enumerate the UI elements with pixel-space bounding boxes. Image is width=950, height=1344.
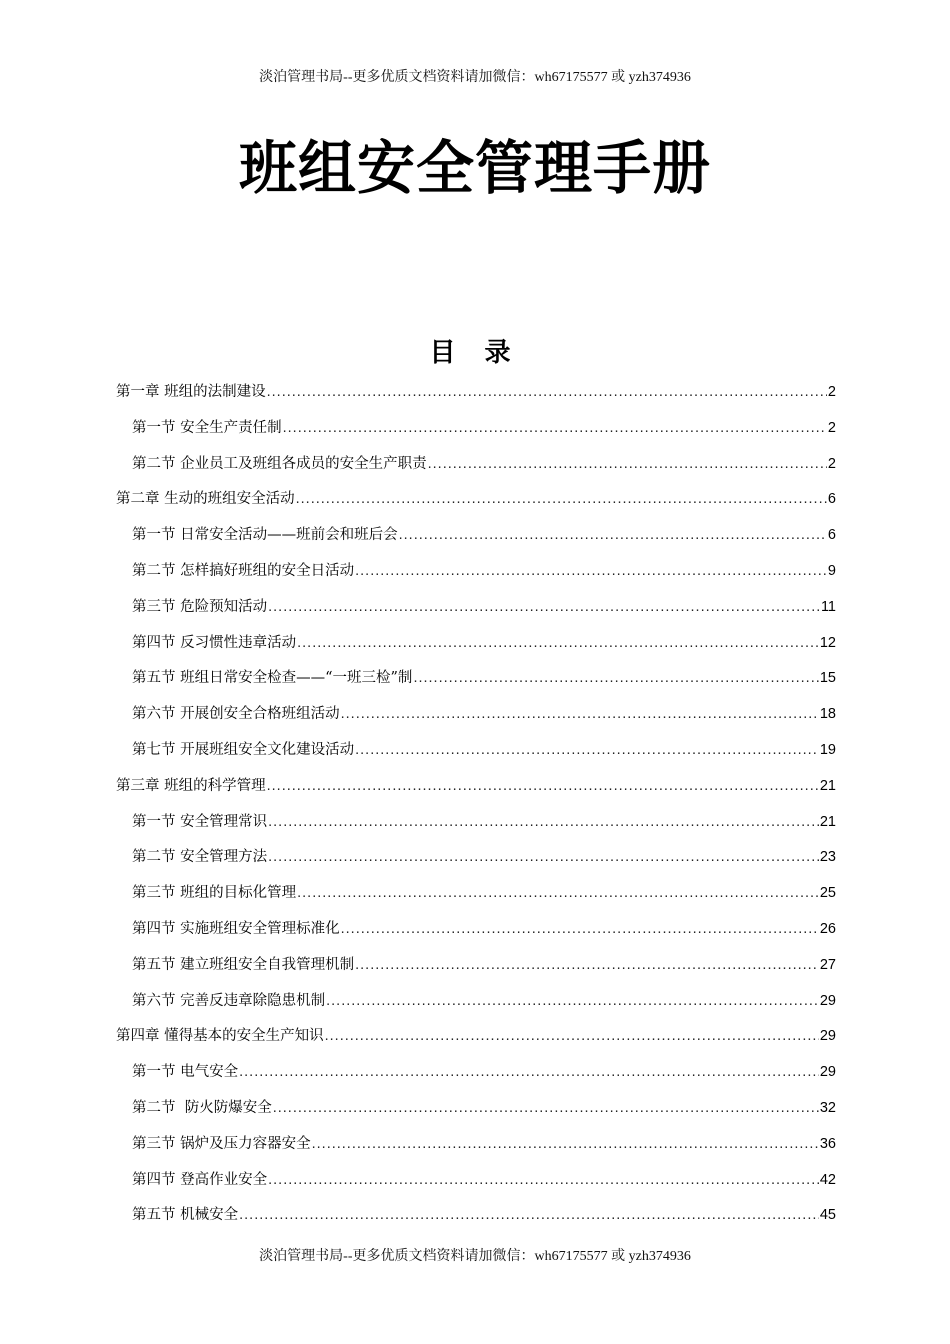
toc-entry-page-number: 27 [819,956,836,973]
toc-section-entry[interactable] [116,595,836,631]
toc-entry-page-number: 2 [827,419,836,436]
toc-section-entry[interactable] [116,917,836,953]
toc-entry-page-number: 2 [827,384,836,400]
toc-entry-label: 第五节 机械安全 [132,1207,239,1224]
toc-leader-dots [268,1172,819,1188]
toc-leader-dots [273,1100,819,1116]
toc-section-entry[interactable] [116,881,836,917]
toc-section-entry[interactable] [116,989,836,1025]
toc-entry-page-number: 25 [819,885,836,902]
toc-leader-dots [355,957,819,973]
toc-entry-page-number: 11 [820,598,836,615]
toc-entry-label: 第五节 建立班组安全自我管理机制 [132,956,355,973]
toc-entry-page-number: 29 [819,1028,836,1045]
toc-section-entry[interactable] [116,1096,836,1132]
toc-entry-page-number: 15 [819,670,836,687]
toc-section-entry[interactable] [116,631,836,667]
toc-leader-dots [268,849,819,865]
toc-chapter-entry[interactable] [116,774,836,810]
toc-entry-page-number: 32 [819,1099,836,1116]
toc-chapter-entry[interactable] [116,380,836,416]
toc-leader-dots [297,885,819,901]
toc-chapter-entry[interactable] [116,487,836,523]
toc-entry-label: 第四章 懂得基本的安全生产知识 [116,1028,324,1045]
toc-section-entry[interactable] [116,416,836,452]
toc-section-entry[interactable] [116,702,836,738]
toc-entry-page-number: 23 [819,849,836,866]
toc-entry-page-number: 36 [819,1135,836,1152]
table-of-contents [116,380,836,1239]
toc-leader-dots [326,993,819,1009]
document-title: 班组安全管理手册 [238,134,711,202]
toc-entry-label: 第三章 班组的科学管理 [116,777,266,794]
toc-leader-dots [239,1064,819,1080]
page-header: 淡泊管理书局--更多优质文档资料请加微信：wh67175577 或 yzh374936 [259,70,691,85]
toc-entry-label: 第四节 实施班组安全管理标准化 [132,920,340,937]
toc-entry-page-number: 19 [819,741,836,758]
toc-leader-dots [268,814,819,830]
toc-chapter-entry[interactable] [116,1024,836,1060]
toc-section-entry[interactable] [116,666,836,702]
toc-entry-label: 第二节 防火防爆安全 [132,1099,272,1116]
toc-leader-dots [297,635,819,651]
toc-entry-label: 第一节 安全生产责任制 [132,419,282,436]
toc-entry-label: 第一章 班组的法制建设 [116,384,266,400]
toc-section-entry[interactable] [116,810,836,846]
toc-entry-label: 第四节 登高作业安全 [132,1171,268,1188]
toc-leader-dots [355,742,819,758]
toc-entry-label: 第一节 日常安全活动——班前会和班后会 [132,527,398,544]
toc-entry-page-number: 42 [819,1171,836,1188]
toc-entry-page-number: 6 [827,491,836,508]
toc-entry-label: 第四节 反习惯性违章活动 [132,634,297,651]
toc-section-entry[interactable] [116,1060,836,1096]
toc-entry-label: 第五节 班组日常安全检查——“一班三检”制 [132,670,413,687]
toc-entry-page-number: 12 [819,634,836,651]
toc-section-entry[interactable] [116,1168,836,1204]
toc-entry-page-number: 9 [827,562,836,579]
toc-entry-label: 第三节 班组的目标化管理 [132,885,297,902]
toc-leader-dots [341,706,819,722]
toc-entry-page-number: 45 [819,1207,836,1224]
toc-leader-dots [283,420,827,436]
toc-entry-label: 第一节 安全管理常识 [132,813,268,830]
toc-section-entry[interactable] [116,452,836,488]
toc-entry-label: 第七节 开展班组安全文化建设活动 [132,741,355,758]
toc-entry-label: 第二节 企业员工及班组各成员的安全生产职责 [132,455,427,472]
toc-section-entry[interactable] [116,953,836,989]
toc-leader-dots [239,1207,819,1223]
toc-entry-label: 第六节 开展创安全合格班组活动 [132,706,340,723]
toc-leader-dots [413,670,818,686]
toc-entry-page-number: 26 [819,920,836,937]
toc-leader-dots [341,921,819,937]
toc-entry-label: 第三节 锅炉及压力容器安全 [132,1135,311,1152]
toc-entry-label: 第三节 危险预知活动 [132,598,268,615]
toc-entry-label: 第二节 安全管理方法 [132,849,268,866]
toc-heading: 目 录 [429,338,521,368]
toc-leader-dots [267,384,827,400]
toc-entry-page-number: 29 [819,992,836,1009]
toc-entry-label: 第二节 怎样搞好班组的安全日活动 [132,562,355,579]
page-footer: 淡泊管理书局--更多优质文档资料请加微信：wh67175577 或 yzh374936 [259,1249,691,1264]
toc-section-entry[interactable] [116,1203,836,1239]
toc-leader-dots [428,456,827,472]
toc-leader-dots [399,527,827,543]
toc-entry-page-number: 21 [819,813,836,830]
toc-leader-dots [355,563,827,579]
toc-leader-dots [296,491,827,507]
toc-entry-page-number: 18 [819,706,836,723]
toc-leader-dots [267,778,819,794]
toc-entry-page-number: 21 [819,777,836,794]
toc-section-entry[interactable] [116,1132,836,1168]
toc-leader-dots [268,599,820,615]
toc-section-entry[interactable] [116,845,836,881]
toc-entry-label: 第一节 电气安全 [132,1064,239,1081]
toc-section-entry[interactable] [116,738,836,774]
toc-entry-page-number: 2 [827,455,836,472]
toc-leader-dots [325,1028,819,1044]
toc-entry-page-number: 29 [819,1064,836,1081]
toc-entry-label: 第二章 生动的班组安全活动 [116,491,295,508]
toc-entry-label: 第六节 完善反违章除隐患机制 [132,992,326,1009]
toc-entry-page-number: 6 [827,527,836,544]
toc-section-entry[interactable] [116,559,836,595]
toc-section-entry[interactable] [116,523,836,559]
toc-leader-dots [312,1136,819,1152]
